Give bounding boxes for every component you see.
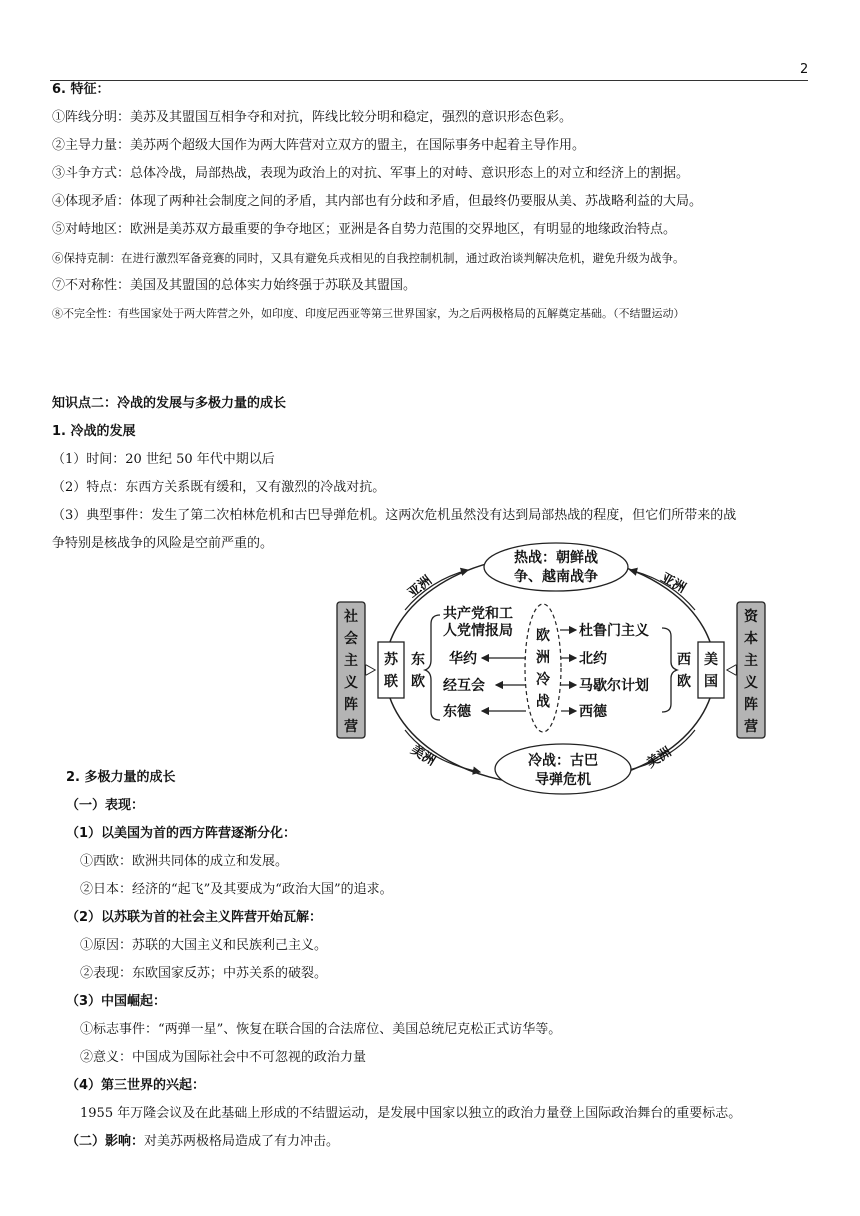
feature-item: ⑥保持克制：在进行激烈军备竞赛的同时，又具有避免兵戎相见的自我控制机制，通过政治谈判解决危机，避免升级为战争。	[52, 251, 685, 265]
kp2-heading: 知识点二：冷战的发展与多极力量的成长	[52, 396, 287, 411]
west-europe-label: 欧	[677, 674, 691, 690]
america-label-right: 美洲	[644, 744, 675, 772]
svg-text:营: 营	[344, 719, 358, 735]
svg-text:营: 营	[744, 719, 758, 735]
point-item: ②表现：东欧国家反苏；中苏关系的破裂。	[80, 966, 328, 981]
feature-item: ②主导力量：美苏两个超级大国作为两大阵营对立双方的盟主，在国际事务中起着主导作用。	[52, 138, 586, 153]
header-rule	[50, 80, 808, 81]
svg-text:美: 美	[704, 652, 718, 668]
point-item: ②日本：经济的“起飞”及其要成为“政治大国”的追求。	[80, 882, 393, 897]
feature-item: ③斗争方式：总体冷战，局部热战，表现为政治上的对抗、军事上的对峙、意识形态上的对立和经济上的割据。	[52, 166, 690, 181]
features-heading: 6. 特征：	[52, 82, 110, 97]
feature-item: ①阵线分明：美苏及其盟国互相争夺和对抗，阵线比较分明和稳定，强烈的意识形态色彩。	[52, 110, 573, 125]
point-heading: （4）第三世界的兴起：	[66, 1078, 206, 1093]
point-heading: （2）以苏联为首的社会主义阵营开始瓦解：	[66, 910, 323, 925]
asia-label-right: 亚洲	[658, 570, 689, 597]
svg-text:联: 联	[384, 674, 398, 690]
section-heading: 1. 冷战的发展	[52, 424, 136, 439]
west-item: 杜鲁门主义	[579, 623, 649, 639]
europe-cold-war-ellipse	[525, 604, 561, 732]
svg-text:欧: 欧	[536, 628, 550, 644]
svg-text:阵: 阵	[344, 697, 358, 713]
point-item: ①西欧：欧洲共同体的成立和发展。	[80, 854, 289, 869]
cold-war-time: （1）时间：20 世纪 50 年代中期以后	[52, 452, 275, 467]
west-europe-label: 西	[677, 652, 691, 668]
svg-text:社: 社	[344, 609, 358, 625]
point-item: 1955 年万隆会议及在此基础上形成的不结盟运动，是发展中国家以独立的政治力量登上国际政治舞台的重要标志。	[80, 1106, 742, 1121]
west-brace	[662, 628, 677, 712]
svg-text:义: 义	[744, 675, 758, 691]
subsection-heading: （一）表现：	[66, 798, 145, 813]
asia-label-left: 亚洲	[405, 573, 435, 602]
cold-war-feature: （2）特点：东西方关系既有缓和，又有激烈的冷战对抗。	[52, 480, 386, 495]
cold-war-label: 导弹危机	[535, 772, 591, 788]
svg-text:会: 会	[344, 631, 358, 647]
cold-war-events: （3）典型事件：发生了第二次柏林危机和古巴导弹危机。这两次危机虽然没有达到局部热战的程度，但它们所带来的战	[52, 508, 737, 523]
east-item: 东德	[443, 704, 471, 720]
hot-war-label: 热战：朝鲜战	[514, 550, 598, 566]
west-item: 西德	[579, 704, 607, 720]
svg-text:资: 资	[744, 609, 758, 625]
section-heading: 2. 多极力量的成长	[66, 770, 176, 785]
cold-war-label: 冷战：古巴	[528, 753, 598, 769]
feature-item: ⑧不完全性：有些国家处于两大阵营之外，如印度、印度尼西亚等第三世界国家，为之后两极格局的瓦解奠定基础。（不结盟运动）	[52, 307, 685, 320]
svg-text:本: 本	[744, 631, 758, 647]
page-number: 2	[800, 62, 809, 77]
svg-text:战: 战	[536, 694, 550, 710]
feature-item: ⑤对峙地区：欧洲是美苏双方最重要的争夺地区；亚洲是各自势力范围的交界地区，有明显的地缘政治特点。	[52, 222, 677, 237]
impact-text: 对美苏两极格局造成了有力冲击。	[144, 1134, 340, 1149]
impact-line	[66, 1133, 339, 1151]
point-item: ①原因：苏联的大国主义和民族利己主义。	[80, 938, 328, 953]
point-item: ①标志事件：“两弹一星”、恢复在联合国的合法席位、美国总统尼克松正式访华等。	[80, 1022, 562, 1037]
point-item: ②意义：中国成为国际社会中不可忽视的政治力量	[80, 1050, 367, 1065]
america-label-left: 美洲	[407, 742, 438, 770]
feature-item: ④体现矛盾：体现了两种社会制度之间的矛盾，其内部也有分歧和矛盾，但最终仍要服从美、苏战略利益的大局。	[52, 194, 703, 209]
feature-item: ⑦不对称性：美国及其盟国的总体实力始终强于苏联及其盟国。	[52, 278, 417, 293]
cold-war-diagram	[330, 540, 770, 796]
east-europe-label: 欧	[411, 674, 425, 690]
cold-war-events-cont: 争特别是核战争的风险是空前严重的。	[52, 536, 274, 551]
svg-text:冷: 冷	[536, 672, 550, 688]
svg-text:洲: 洲	[536, 650, 550, 666]
east-europe-label: 东	[411, 652, 425, 668]
point-heading: （3）中国崛起：	[66, 994, 167, 1009]
east-item: 华约	[449, 651, 477, 667]
west-item: 北约	[579, 651, 607, 667]
west-item: 马歇尔计划	[579, 678, 649, 694]
svg-text:主: 主	[344, 653, 358, 669]
svg-text:国: 国	[704, 674, 718, 690]
east-brace	[425, 615, 440, 720]
svg-text:苏: 苏	[384, 652, 398, 668]
east-item: 人党情报局	[443, 623, 513, 639]
east-item: 经互会	[443, 678, 485, 694]
svg-text:主: 主	[744, 653, 758, 669]
point-heading: （1）以美国为首的西方阵营逐渐分化：	[66, 826, 297, 841]
hot-war-label: 争、越南战争	[514, 569, 598, 585]
impact-label: （二）影响：	[66, 1134, 145, 1149]
svg-text:阵: 阵	[744, 697, 758, 713]
svg-text:义: 义	[344, 675, 358, 691]
east-item: 共产党和工	[443, 606, 513, 622]
